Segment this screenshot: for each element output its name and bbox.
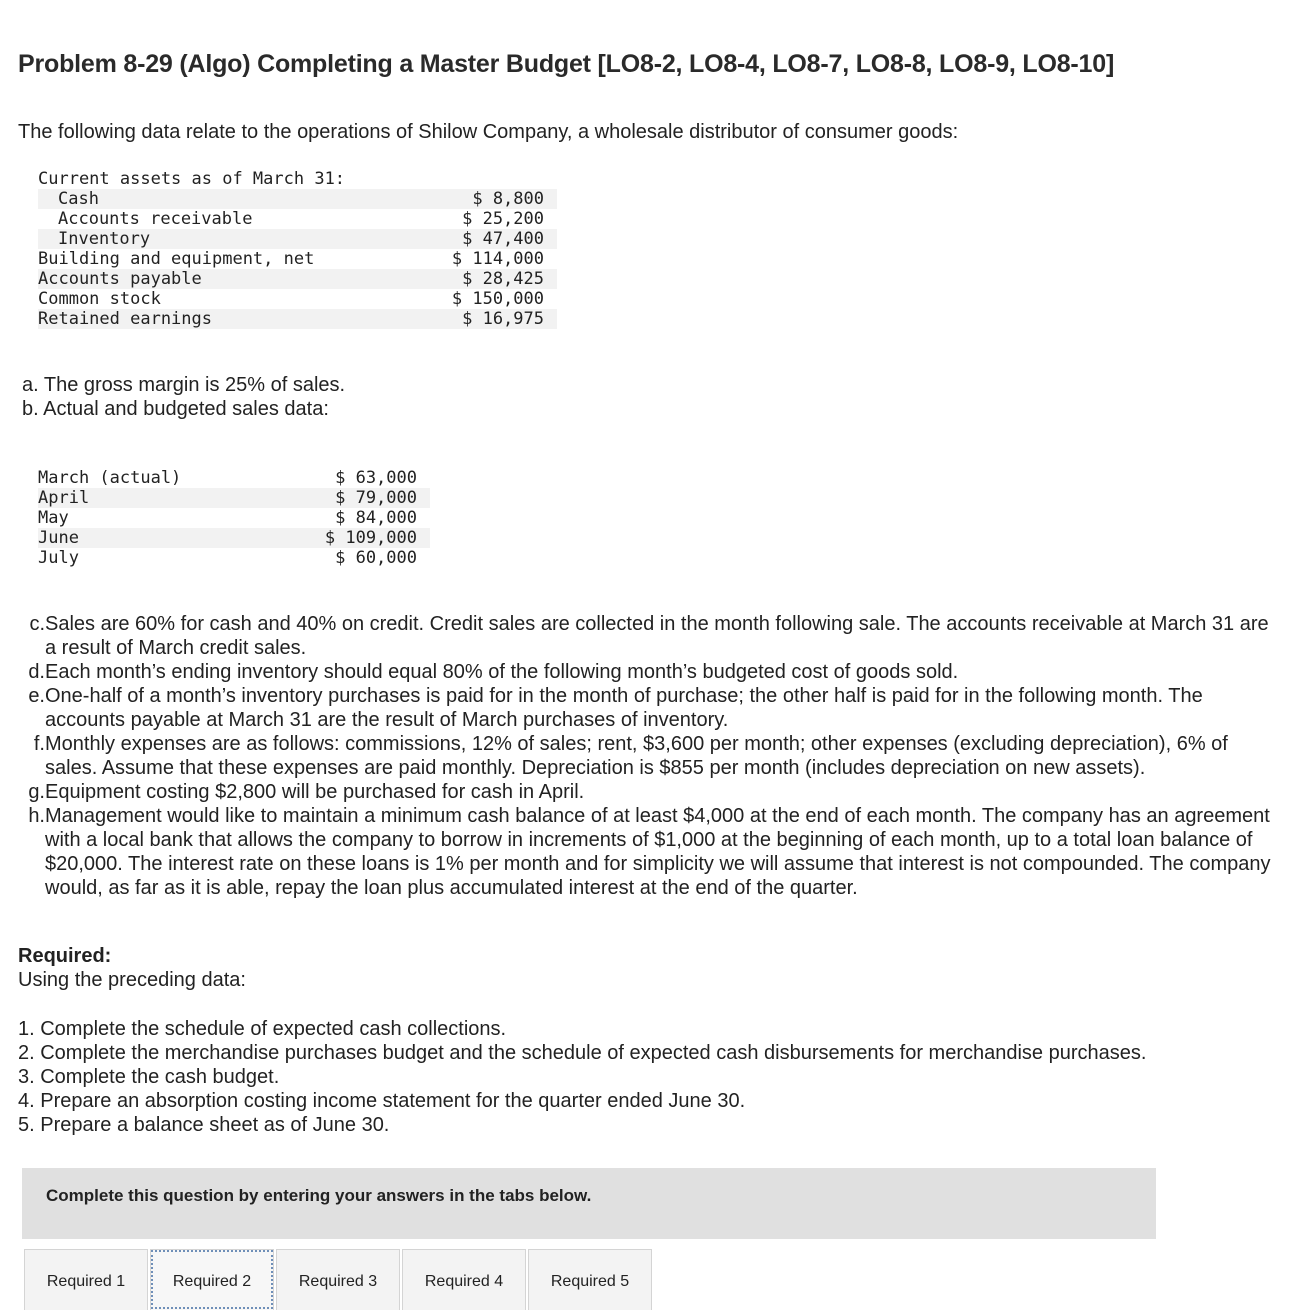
required-heading: Required: [18,945,112,967]
table-row [38,229,557,249]
table-row [38,468,430,488]
note-marker: d. [28,661,45,683]
note-b: b. Actual and budgeted sales data: [22,398,329,420]
sales-amount: $ 84,000 [335,508,417,528]
table-row [38,189,557,209]
note-marker: c. [29,613,45,635]
notes-ab [22,373,345,421]
problem-title: Problem 8-29 (Algo) Completing a Master Budget [LO8-2, LO8-4, LO8-7, LO8-8, LO8-9, LO8-10] [18,50,1115,78]
row-amount: $ 28,425 [442,269,557,289]
balance-table [38,169,557,329]
step-5: 5. Prepare a balance sheet as of June 30. [18,1114,390,1136]
note-marker: g. [28,781,45,803]
table-row [38,289,557,309]
sales-month: March (actual) [38,468,182,488]
table-row [38,209,557,229]
step-1: 1. Complete the schedule of expected cash collections. [18,1018,507,1040]
table-row [38,488,430,508]
sales-month: April [38,488,320,508]
required-subheading: Using the preceding data: [18,969,246,991]
row-label: Retained earnings [38,309,442,329]
note-a: a. The gross margin is 25% of sales. [22,374,346,396]
row-label: Cash [38,189,442,209]
table-row [38,528,430,548]
tab-required-2[interactable]: Required 2 [150,1249,274,1310]
step-4: 4. Prepare an absorption costing income statement for the quarter ended June 30. [18,1090,746,1112]
table-row [38,269,557,289]
row-label: Building and equipment, net [38,249,315,269]
row-label: Accounts receivable [58,209,253,229]
row-amount: $ 16,975 [442,309,557,329]
row-amount: $ 150,000 [451,289,544,309]
balance-header: Current assets as of March 31: [38,169,346,189]
sales-amount: $ 109,000 [320,528,430,548]
sales-month: May [38,508,69,528]
tab-required-3[interactable]: Required 3 [276,1249,400,1310]
sales-month: July [38,548,79,568]
note-e [22,684,1282,732]
tab-required-5[interactable]: Required 5 [528,1249,652,1310]
table-row [38,548,430,568]
table-row [38,508,430,528]
note-marker: e. [28,685,45,707]
row-label: Common stock [38,289,161,309]
required-steps [18,1017,1146,1137]
sales-amount: $ 60,000 [335,548,417,568]
note-text: Monthly expenses are as follows: commissions, 12% of sales; rent, $3,600 per month; other expenses (excluding depreciation), 6% of sales. Assume that these expenses are paid monthly. Depreciation is $855 per month (includes depreciation on new assets). [45,733,1228,779]
note-g [22,780,1282,804]
note-text: Management would like to maintain a minimum cash balance of at least $4,000 at the end of each month. The company has an agreement with a local bank that allows the company to borrow in increments of $1,000 at the beginning of each month, up to a total loan balance of $20,000. The interest rate on these loans is 1% per month and for simplicity we will assume that interest is not compounded. The company would, as far as it is able, repay the loan plus accumulated interest at the end of the quarter. [45,805,1271,899]
note-text: Sales are 60% for cash and 40% on credit. Credit sales are collected in the month following sale. The accounts receivable at March 31 are a result of March credit sales. [45,613,1269,659]
note-text: One-half of a month’s inventory purchases is paid for in the month of purchase; the other half is paid for in the following month. The accounts payable at March 31 are the result of March purchases of inventory. [45,685,1203,731]
row-amount: $ 25,200 [462,209,544,229]
row-label: Inventory [38,229,442,249]
note-c [22,612,1282,660]
note-text: Equipment costing $2,800 will be purchased for cash in April. [45,781,585,803]
note-f [22,732,1282,780]
row-label: Accounts payable [38,269,442,289]
sales-amount: $ 79,000 [320,488,430,508]
note-text: Each month’s ending inventory should equal 80% of the following month’s budgeted cost of goods sold. [45,661,959,683]
tab-required-1[interactable]: Required 1 [24,1249,148,1310]
row-amount: $ 114,000 [451,249,544,269]
row-amount: $ 8,800 [442,189,557,209]
notes-list [22,612,1282,900]
banner-text: Complete this question by entering your answers in the tabs below. [46,1186,592,1205]
balance-header-row [38,169,557,189]
step-2: 2. Complete the merchandise purchases budget and the schedule of expected cash disbursements for merchandise purchases. [18,1042,1147,1064]
tab-required-4[interactable]: Required 4 [402,1249,526,1310]
sales-amount: $ 63,000 [335,468,417,488]
note-marker: f. [33,733,45,755]
sales-month: June [38,528,320,548]
table-row [38,309,557,329]
sales-table [38,468,430,568]
table-row [38,249,557,269]
row-amount: $ 47,400 [442,229,557,249]
intro-text: The following data relate to the operations of Shilow Company, a wholesale distributor of consumer goods: [18,121,959,143]
note-h [22,804,1282,900]
step-3: 3. Complete the cash budget. [18,1066,280,1088]
note-d [22,660,1282,684]
note-marker: h. [28,805,45,827]
instruction-banner [22,1168,1156,1239]
